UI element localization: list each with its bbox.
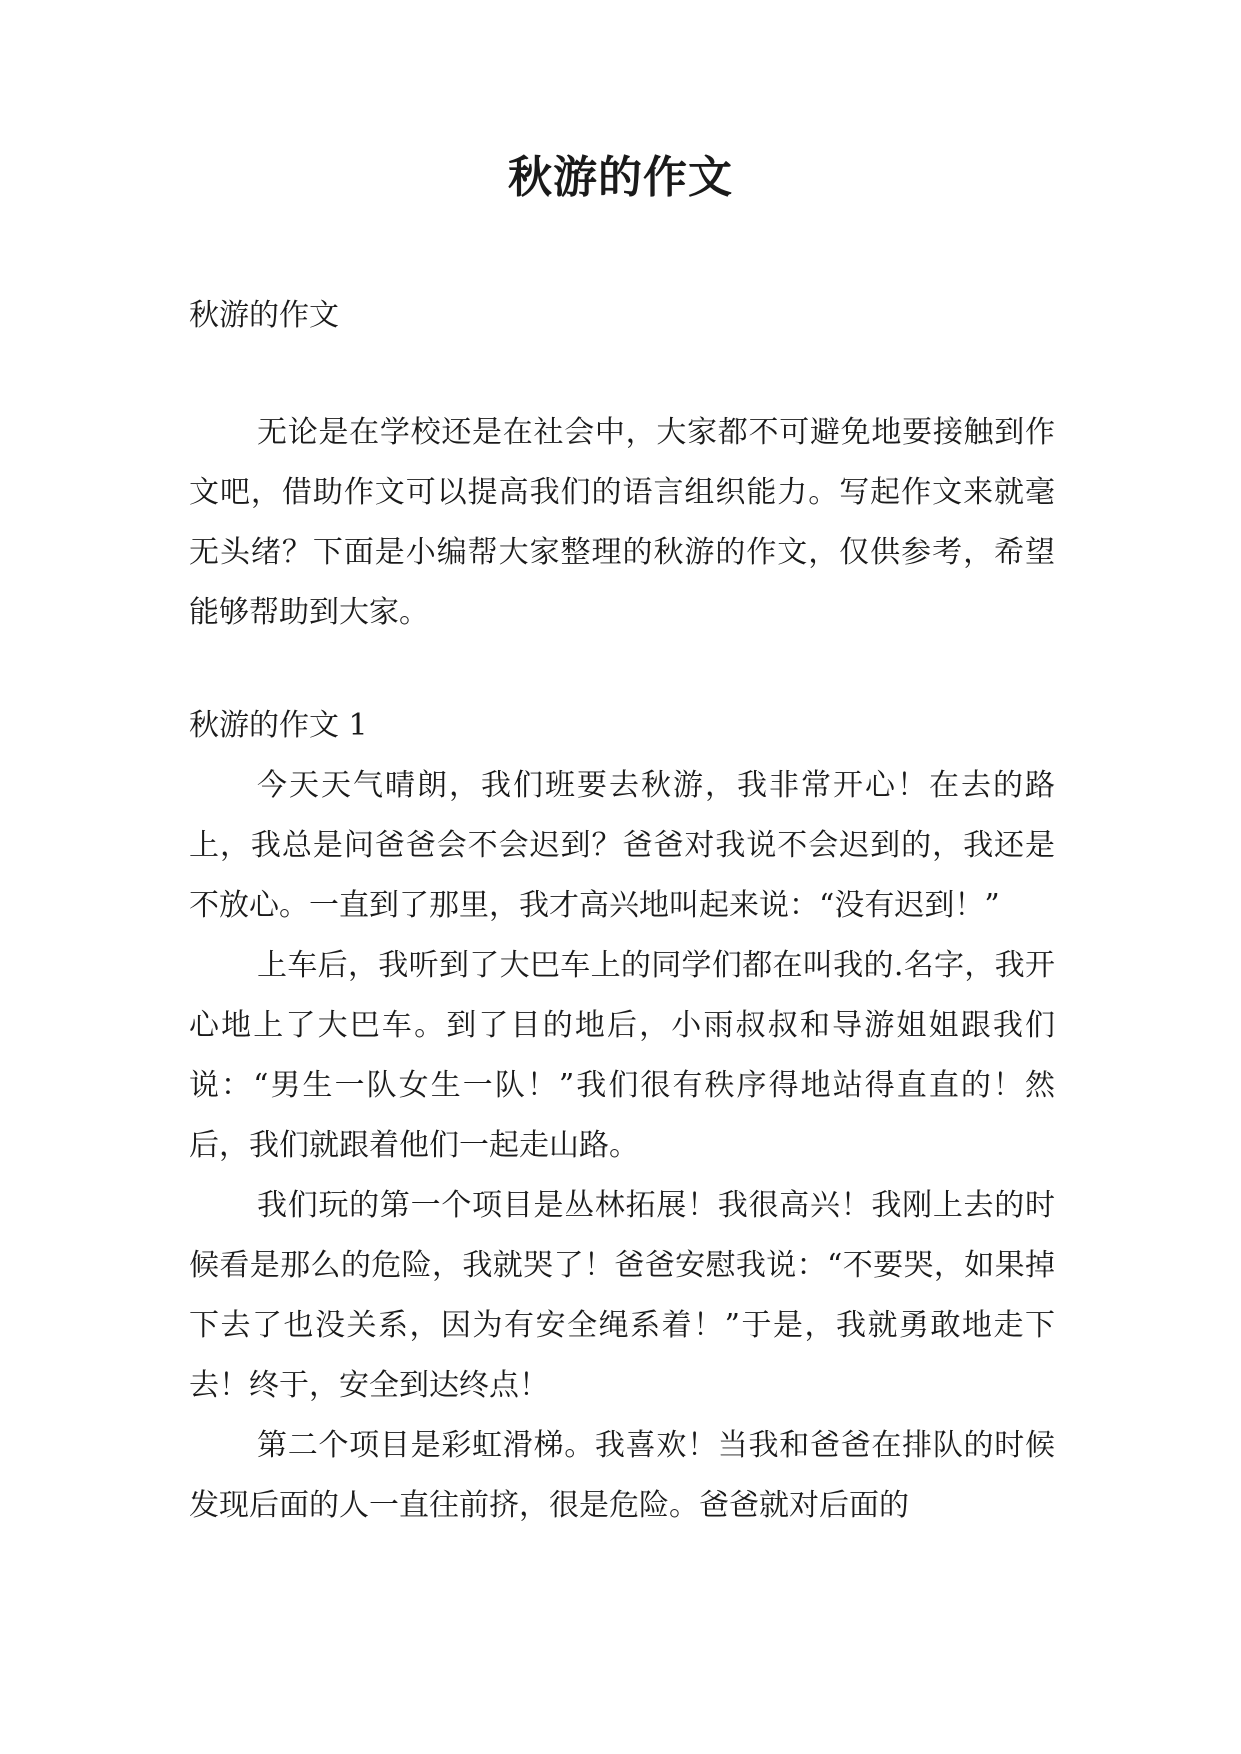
paragraph: 第二个项目是彩虹滑梯。我喜欢！当我和爸爸在排队的时候发现后面的人一直往前挤，很是危险。爸爸就对后面的 xyxy=(189,1428,1055,1523)
paragraph: 今天天气晴朗，我们班要去秋游，我非常开心！在去的路上，我总是问爸爸会不会迟到？爸爸对我说不会迟到的，我还是不放心。一直到了那里，我才高兴地叫起来说：“没有迟到！” xyxy=(189,768,1055,923)
document-subtitle: 秋游的作文 xyxy=(189,298,339,333)
intro-paragraph: 无论是在学校还是在社会中，大家都不可避免地要接触到作文吧，借助作文可以提高我们的语言组织能力。写起作文来就毫无头绪？下面是小编帮大家整理的秋游的作文，仅供参考，希望能够帮助到大家。 xyxy=(189,415,1055,630)
section-heading: 秋游的作文 1 xyxy=(189,708,368,743)
paragraph: 上车后，我听到了大巴车上的同学们都在叫我的.名字，我开心地上了大巴车。到了目的地后，小雨叔叔和导游姐姐跟我们说：“男生一队女生一队！”我们很有秩序得地站得直直的！然后，我们就跟着他们一起走山路。 xyxy=(189,948,1055,1163)
document-title: 秋游的作文 xyxy=(508,152,733,203)
paragraph: 我们玩的第一个项目是丛林拓展！我很高兴！我刚上去的时候看是那么的危险，我就哭了！爸爸安慰我说：“不要哭，如果掉下去了也没关系，因为有安全绳系着！”于是，我就勇敢地走下去！终于，安全到达终点！ xyxy=(189,1188,1055,1403)
essay-body xyxy=(189,756,1055,1536)
